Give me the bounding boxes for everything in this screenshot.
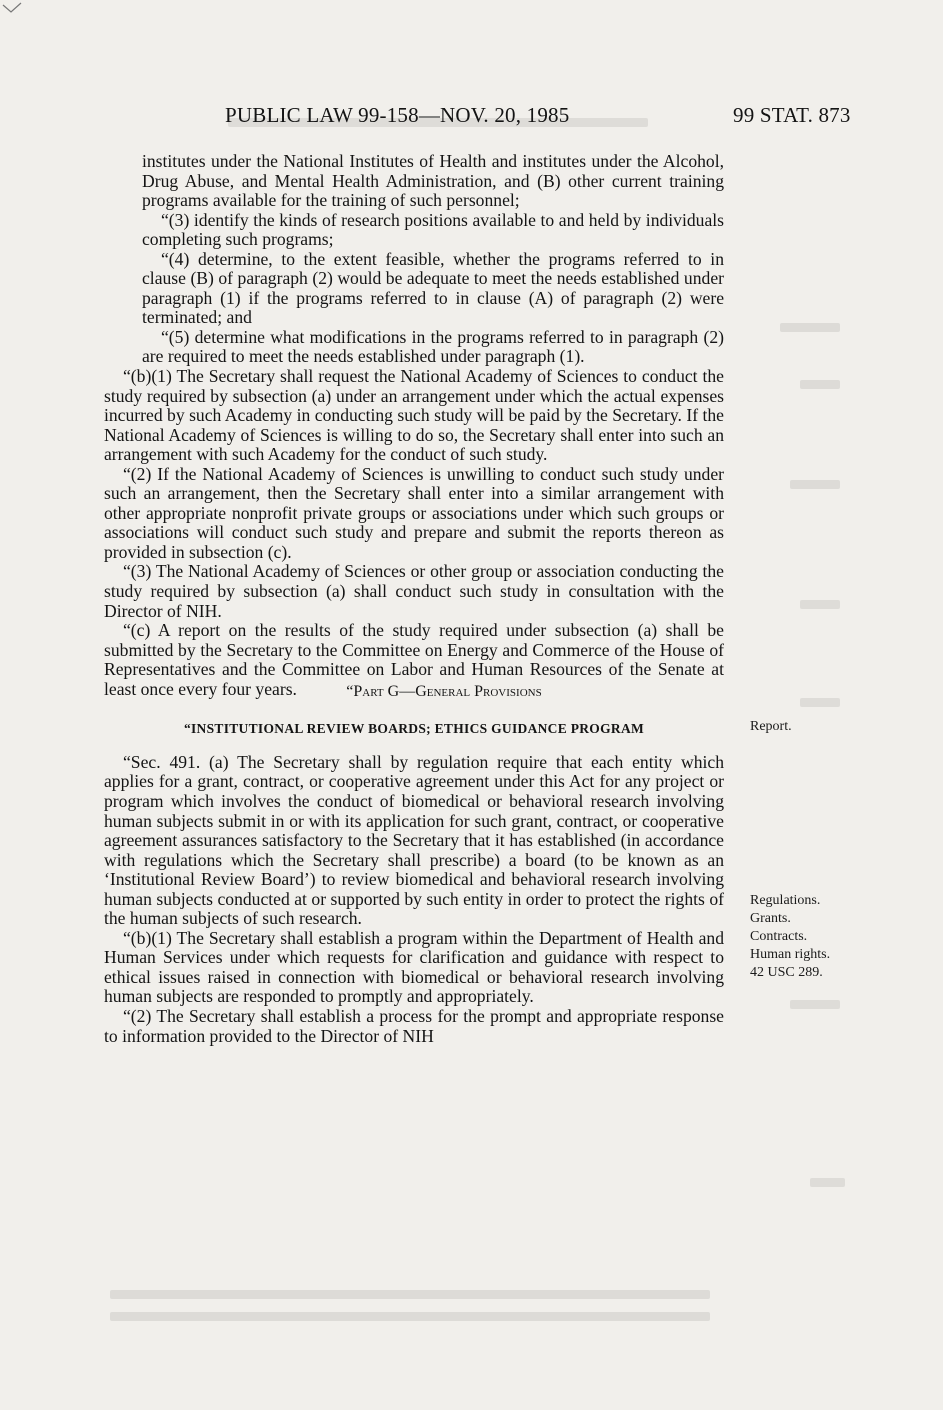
pen-mark bbox=[2, 2, 22, 14]
law-text bbox=[104, 152, 724, 1046]
paragraph-b2: “(2) If the National Academy of Sciences is unwilling to conduct such study under such an arrangement, then the Secretary shall enter into a similar arrangement with other appropriate nonprofit private groups or associations under which such groups or associations will conduct such study and prepare and submit the reports thereon as provided in subsection (c). bbox=[104, 463, 724, 562]
paragraph-c: “(c) A report on the results of the study required under subsection (a) shall be submitted by the Secretary to the Committee on Energy and Commerce of the House of Representatives and the Committee on Labor and Human Resources of the Senate at least once every four years. bbox=[104, 620, 724, 699]
paragraph-b1: “(b)(1) The Secretary shall request the National Academy of Sciences to conduct the study required by subsection (a) under an arrangement under which the actual expenses incurred by such Academy in conducting such study will be paid by the Secretary. If the National Academy of Sciences is willing to do so, the Secretary shall enter into such an arrangement with such Academy for the conduct of such study. bbox=[104, 366, 724, 465]
statute-page-number: 99 STAT. 873 bbox=[733, 103, 851, 127]
paragraph-a4: “(4) determine, to the extent feasible, whether the programs referred to in clause (B) of paragraph (2) would be adequate to meet the needs established under paragraph (1) if the programs referred to in clause (A) of paragraph (2) were terminated; and bbox=[142, 248, 724, 328]
paragraph-institutes: institutes under the National Institutes of Health and institutes under the Alcohol, Drug Abuse, and Mental Health Administration, and (B) other current training programs available for the training of such personnel; bbox=[142, 151, 724, 211]
paragraph-sec-491-b2: “(2) The Secretary shall establish a process for the prompt and appropriate response to information provided to the Director of NIH bbox=[104, 1005, 724, 1046]
margin-note-line: Human rights. bbox=[750, 947, 831, 962]
paragraph-sec-491-a: “Sec. 491. (a) The Secretary shall by regulation require that each entity which applies for a grant, contract, or cooperative agreement under this Act for any project or program which involves the conduct of biomedical or behavioral research involving human subjects submit in or with its application for such grant, contract, or cooperative agreement assurances satisfactory to the Secretary that it has established (in accordance with regulations which the Secretary shall prescribe) a board (to be known as an ‘Institutional Review Board’) to review biomedical and behavioral research involving human subjects conducted at or supported by such entity in order to protect the rights of the human subjects of such research. bbox=[104, 751, 724, 929]
paragraph-a5: “(5) determine what modifications in the programs referred to in paragraph (2) are required to meet the needs established under paragraph (1). bbox=[142, 326, 724, 367]
section-heading: “INSTITUTIONAL REVIEW BOARDS; ETHICS GUIDANCE PROGRAM bbox=[183, 721, 645, 737]
paragraph-sec-491-b1: “(b)(1) The Secretary shall establish a program within the Department of Health and Human Services under which requests for clarification and guidance with respect to ethical issues raised in connection with biomedical or behavioral research involving human subjects are responded to promptly and appropriately. bbox=[104, 927, 724, 1007]
paragraph-b3: “(3) The National Academy of Sciences or other group or association conducting the study required by subsection (a) shall conduct such study in consultation with the Director of NIH. bbox=[104, 561, 724, 621]
margin-note-regulations bbox=[750, 892, 830, 982]
margin-note-line: 42 USC 289. bbox=[750, 965, 823, 980]
margin-note-line: Regulations. bbox=[750, 893, 821, 908]
margin-note-line: Grants. bbox=[750, 911, 791, 926]
running-title: PUBLIC LAW 99-158—NOV. 20, 1985 bbox=[225, 103, 570, 127]
part-heading: “Part G—General Provisions bbox=[346, 683, 542, 701]
margin-note-line: Contracts. bbox=[750, 929, 808, 944]
paragraph-a3: “(3) identify the kinds of research positions available to and held by individuals completing such programs; bbox=[142, 209, 724, 250]
page-header bbox=[0, 103, 943, 131]
margin-note-report: Report. bbox=[750, 719, 792, 734]
